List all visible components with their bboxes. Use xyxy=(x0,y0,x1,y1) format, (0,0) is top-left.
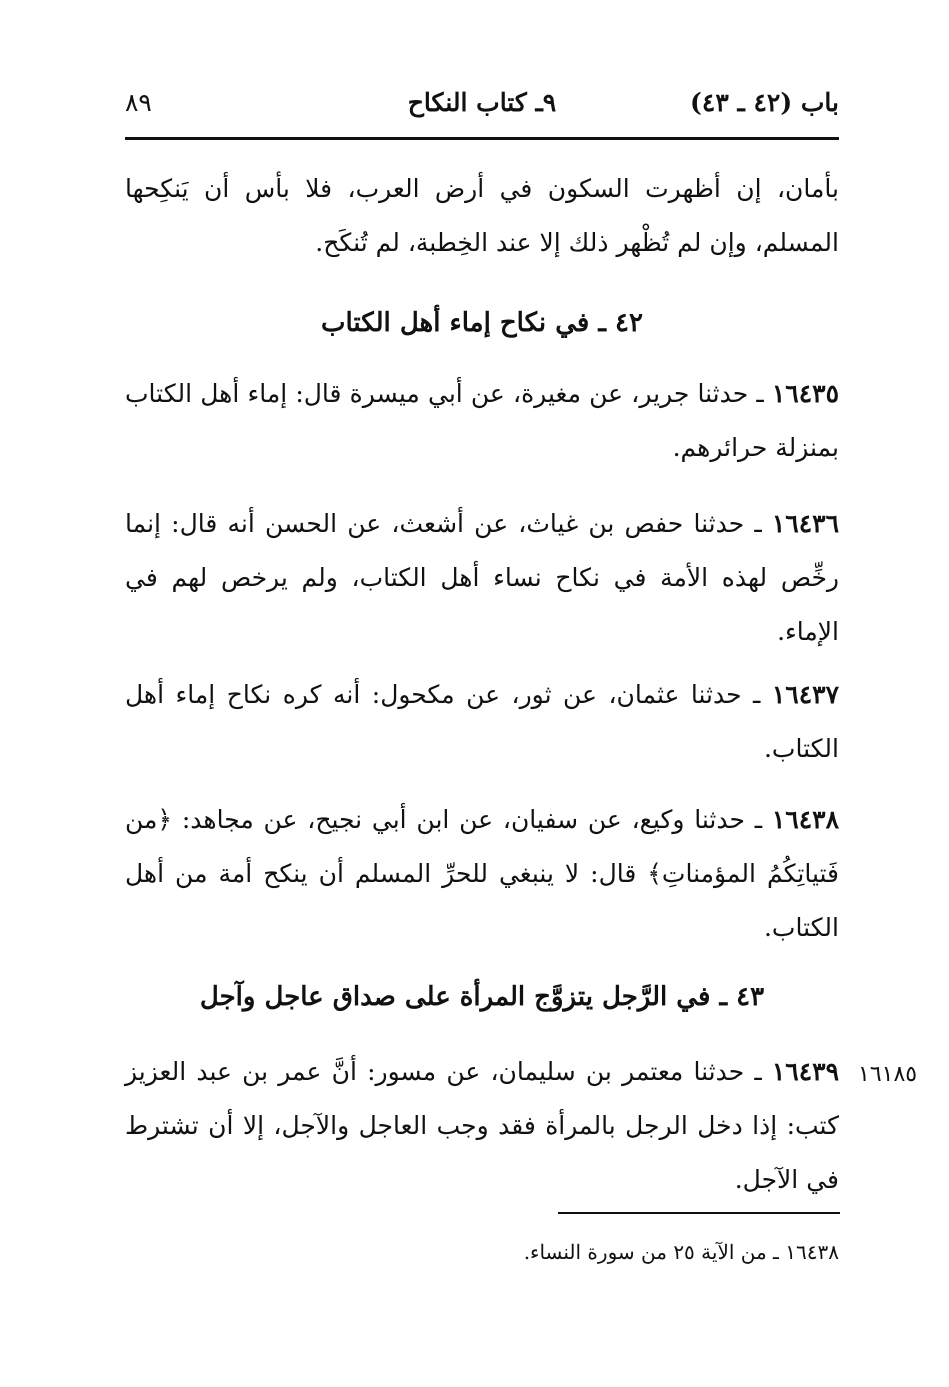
page-number: ٨٩ xyxy=(125,88,152,117)
hadith-text: ـ حدثنا جرير، عن مغيرة، عن أبي ميسرة قال: إماء أهل الكتاب بمنزلة حرائرهم. xyxy=(125,379,839,462)
hadith-entry xyxy=(125,668,839,776)
hadith-number: ١٦٤٣٦ xyxy=(771,509,839,538)
hadith-text: ـ حدثنا معتمر بن سليمان، عن مسور: أنَّ عمر بن عبد العزيز كتب: إذا دخل الرجل بالمرأة فقد وجب العاجل والآجل، إلا أن تشترط في الآجل. xyxy=(125,1057,839,1194)
hadith-text: ـ حدثنا وكيع، عن سفيان، عن ابن أبي نجيح، عن مجاهد: ﴿من فَتياتِكُمُ المؤمناتِ﴾ قال: لا ينبغي للحرِّ المسلم أن ينكح أمة من أهل الكتاب. xyxy=(125,805,839,942)
hadith-text: ـ حدثنا عثمان، عن ثور، عن مكحول: أنه كره نكاح إماء أهل الكتاب. xyxy=(125,680,839,763)
page-header xyxy=(125,88,839,128)
hadith-entry xyxy=(125,1045,839,1207)
header-rule xyxy=(125,137,839,140)
footnote-rule xyxy=(558,1212,840,1214)
hadith-entry xyxy=(125,497,839,659)
chapter-label: باب (٤٢ ـ ٤٣) xyxy=(690,88,839,117)
hadith-text: ـ حدثنا حفص بن غياث، عن أشعث، عن الحسن أنه قال: إنما رخِّص لهذه الأمة في نكاح نساء أهل الكتاب، ولم يرخص لهم في الإماء. xyxy=(125,509,839,646)
book-title: ٩ـ كتاب النكاح xyxy=(407,88,557,117)
hadith-entry xyxy=(125,367,839,475)
intro-paragraph: بأمان، إن أظهرت السكون في أرض العرب، فلا بأس أن يَنكِحها المسلم، وإن لم تُظْهر ذلك إلا عند الخِطبة، لم تُنكَح. xyxy=(125,174,839,257)
margin-number: ١٦١٨٥ xyxy=(858,1062,918,1087)
section-heading-43: ٤٣ ـ في الرَّجل يتزوَّج المرأة على صداق عاجل وآجل xyxy=(199,982,765,1012)
hadith-number: ١٦٤٣٥ xyxy=(771,379,839,408)
hadith-entry xyxy=(125,793,839,955)
footnote: ١٦٤٣٨ ـ من الآية ٢٥ من سورة النساء. xyxy=(523,1240,839,1264)
hadith-number: ١٦٤٣٨ xyxy=(771,805,839,834)
hadith-number: ١٦٤٣٧ xyxy=(771,680,839,709)
hadith-number: ١٦٤٣٩ xyxy=(771,1057,839,1086)
section-heading-42: ٤٢ ـ في نكاح إماء أهل الكتاب xyxy=(321,308,643,338)
